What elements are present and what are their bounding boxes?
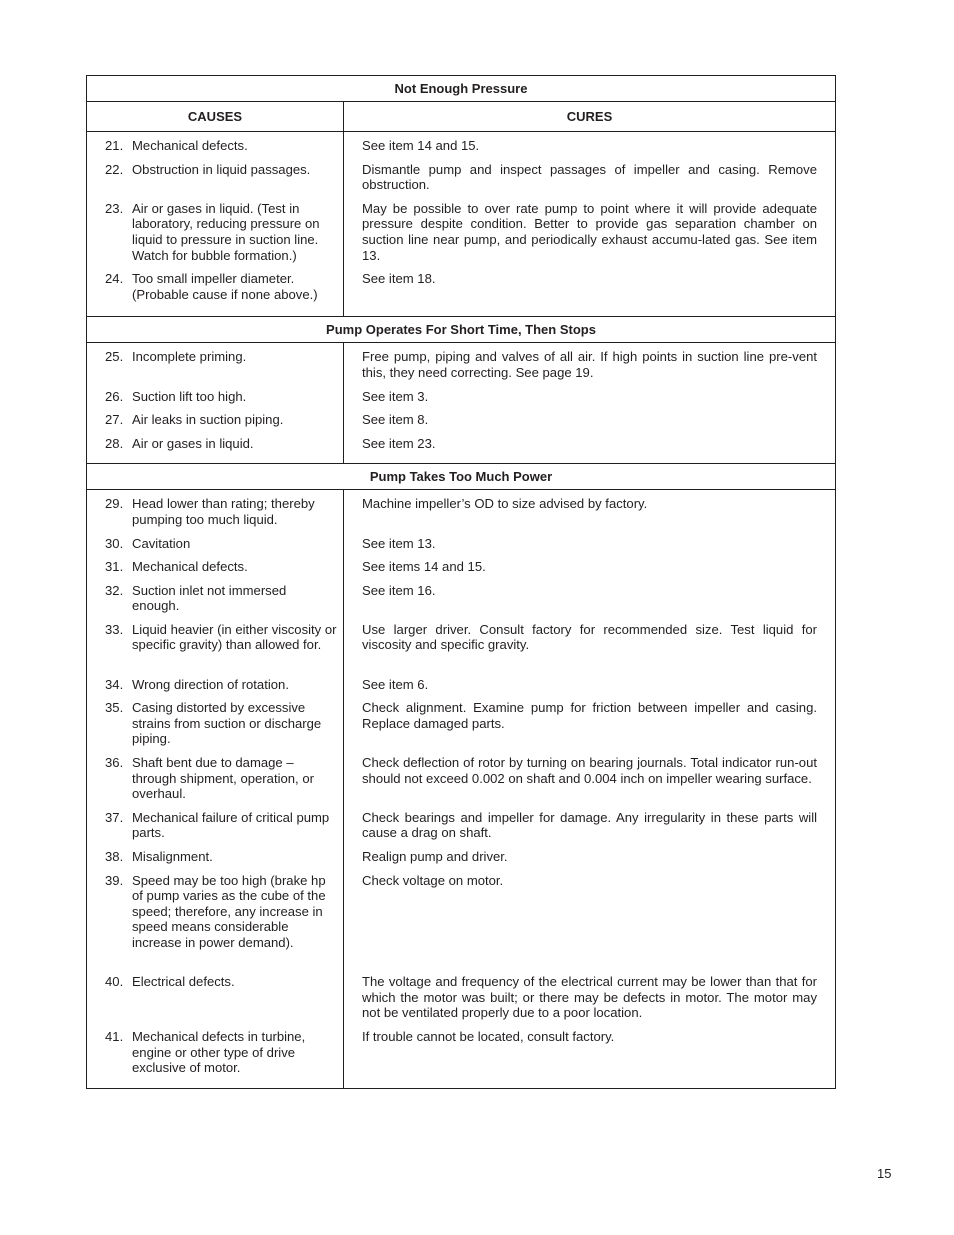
table-row [87, 490, 836, 536]
table-body [87, 76, 836, 1089]
page-number: 15 [877, 1166, 892, 1181]
cure-text: See item 3. [362, 388, 429, 404]
cure-cell [344, 132, 836, 162]
cure-text: See item 6. [362, 676, 429, 692]
cause-text: Electrical defects. [132, 974, 235, 990]
cause-cell [87, 412, 344, 436]
cause-cell [87, 436, 344, 464]
cause-cell [87, 1029, 344, 1088]
item-number: 40. [105, 974, 124, 990]
cause-text: Obstruction in liquid passages. [132, 161, 311, 177]
item-number: 26. [105, 388, 124, 404]
cure-cell [344, 583, 836, 622]
cure-text: Free pump, piping and valves of all air. If high points in suction line pre-vent this, they need correcting. See page 19. [362, 349, 818, 380]
cure-text: The voltage and frequency of the electrical current may be lower than that for which the motor was built; or there may be defects in motor. The motor may not be ventilated properly due to a poor location. [362, 974, 818, 1021]
table-row [87, 412, 836, 436]
cause-cell [87, 162, 344, 201]
cause-text: Air or gases in liquid. [132, 435, 254, 451]
table-row [87, 559, 836, 583]
cause-text: Mechanical defects. [132, 138, 248, 153]
section-header-row [87, 464, 836, 490]
item-number: 31. [105, 559, 124, 575]
cause-text: Liquid heavier (in either viscosity or specific gravity) than allowed for. [132, 621, 337, 653]
cause-cell [87, 201, 344, 271]
item-number: 23. [105, 200, 124, 216]
cause-cell [87, 490, 344, 536]
item-number: 38. [105, 849, 124, 865]
cause-text: Cavitation [132, 535, 191, 551]
table-row [87, 755, 836, 810]
cure-cell [344, 849, 836, 873]
cure-cell [344, 873, 836, 975]
cause-cell [87, 389, 344, 413]
cause-text: Air or gases in liquid. (Test in laboratory, reducing pressure on liquid to pressure in suction line. Watch for bubble formation.) [132, 200, 320, 263]
cause-cell [87, 810, 344, 849]
table-row [87, 271, 836, 317]
cause-text: Mechanical failure of critical pump parts. [132, 809, 330, 841]
item-number: 41. [105, 1029, 124, 1045]
table-row [87, 162, 836, 201]
cure-text: See items 14 and 15. [362, 559, 486, 575]
cause-text: Too small impeller diameter. (Probable cause if none above.) [132, 271, 318, 302]
cure-cell [344, 974, 836, 1029]
cure-cell [344, 677, 836, 701]
cause-cell [87, 849, 344, 873]
cause-text: Wrong direction of rotation. [132, 676, 289, 692]
cure-text: Use larger driver. Consult factory for recommended size. Test liquid for viscosity and specific gravity. [362, 621, 818, 653]
table-row [87, 810, 836, 849]
cure-text: Dismantle pump and inspect passages of impeller and casing. Remove obstruction. [362, 161, 818, 193]
cure-text: See item 16. [362, 582, 436, 598]
cure-text: See item 18. [362, 271, 436, 287]
section-title: Not Enough Pressure [87, 76, 836, 102]
cause-cell [87, 132, 344, 162]
table-row [87, 536, 836, 560]
cures-column-header: CURES [344, 102, 836, 132]
cause-text: Casing distorted by excessive strains from suction or discharge piping. [132, 700, 322, 747]
cause-cell [87, 755, 344, 810]
item-number: 32. [105, 582, 124, 598]
cure-cell [344, 559, 836, 583]
cause-cell [87, 622, 344, 677]
table-row [87, 873, 836, 975]
cause-text: Shaft bent due to damage – through shipment, operation, or overhaul. [132, 755, 314, 802]
item-number: 21. [105, 138, 124, 153]
cure-text: See item 8. [362, 412, 429, 428]
item-number: 33. [105, 621, 124, 637]
cure-text: Check bearings and impeller for damage. Any irregularity in these parts will cause a drag on shaft. [362, 809, 818, 841]
cure-cell [344, 810, 836, 849]
cure-cell [344, 436, 836, 464]
cure-text: Check alignment. Examine pump for friction between impeller and casing. Replace damaged parts. [362, 700, 818, 731]
cure-text: Realign pump and driver. [362, 849, 508, 865]
cause-cell [87, 343, 344, 389]
cause-cell [87, 974, 344, 1029]
table-row [87, 389, 836, 413]
cure-cell [344, 755, 836, 810]
cure-cell [344, 162, 836, 201]
cause-text: Incomplete priming. [132, 349, 247, 365]
cure-text: May be possible to over rate pump to point where it will provide adequate pressure despite condition. Better to provide gas separation chamber on suction line near pump, and periodically exhaust accumu-lated gas. See item 13. [362, 200, 818, 263]
item-number: 37. [105, 809, 124, 825]
item-number: 34. [105, 676, 124, 692]
troubleshooting-table [86, 75, 836, 1089]
cure-text: Check voltage on motor. [362, 872, 504, 888]
cure-cell [344, 700, 836, 755]
section-header-row [87, 317, 836, 343]
item-number: 35. [105, 700, 124, 716]
cure-text: Check deflection of rotor by turning on bearing journals. Total indicator run-out should not exceed 0.002 on shaft and 0.004 inch on impeller wearing surface. [362, 755, 818, 786]
table-row [87, 1029, 836, 1088]
table-row [87, 622, 836, 677]
table-row [87, 700, 836, 755]
cause-text: Misalignment. [132, 849, 213, 865]
cause-text: Speed may be too high (brake hp of pump varies as the cube of the speed; therefore, any increase in speed means considerable increase in power demand). [132, 872, 326, 951]
cause-cell [87, 677, 344, 701]
cure-cell [344, 271, 836, 317]
cure-cell [344, 201, 836, 271]
item-number: 25. [105, 349, 124, 365]
cause-text: Head lower than rating; thereby pumping too much liquid. [132, 496, 315, 527]
table-row [87, 583, 836, 622]
cause-text: Mechanical defects. [132, 559, 248, 575]
item-number: 36. [105, 755, 124, 771]
table-row [87, 677, 836, 701]
cause-cell [87, 271, 344, 317]
item-number: 39. [105, 872, 124, 888]
causes-column-header: CAUSES [87, 102, 344, 132]
item-number: 22. [105, 161, 124, 177]
cause-cell [87, 559, 344, 583]
cure-cell [344, 536, 836, 560]
item-number: 29. [105, 496, 124, 512]
table-row [87, 974, 836, 1029]
cure-text: If trouble cannot be located, consult factory. [362, 1029, 615, 1045]
cause-text: Mechanical defects in turbine, engine or other type of drive exclusive of motor. [132, 1029, 306, 1076]
table-row [87, 436, 836, 464]
cure-cell [344, 622, 836, 677]
cure-text: See item 13. [362, 535, 436, 551]
section-header-row [87, 76, 836, 102]
cure-text: See item 14 and 15. [362, 138, 480, 153]
cause-text: Suction lift too high. [132, 388, 247, 404]
item-number: 28. [105, 435, 124, 451]
table-row [87, 132, 836, 162]
item-number: 30. [105, 535, 124, 551]
section-title: Pump Takes Too Much Power [87, 464, 836, 490]
item-number: 27. [105, 412, 124, 428]
cause-cell [87, 700, 344, 755]
cure-cell [344, 490, 836, 536]
cause-cell [87, 583, 344, 622]
cure-cell [344, 412, 836, 436]
cause-cell [87, 536, 344, 560]
section-title: Pump Operates For Short Time, Then Stops [87, 317, 836, 343]
table-row [87, 343, 836, 389]
table-row [87, 201, 836, 271]
cure-cell [344, 389, 836, 413]
item-number: 24. [105, 271, 124, 287]
cause-cell [87, 873, 344, 975]
cure-cell [344, 343, 836, 389]
cause-text: Suction inlet not immersed enough. [132, 582, 287, 614]
cure-text: See item 23. [362, 435, 436, 451]
cure-text: Machine impeller’s OD to size advised by factory. [362, 496, 648, 512]
table-row [87, 849, 836, 873]
column-header-row [87, 102, 836, 132]
cause-text: Air leaks in suction piping. [132, 412, 284, 428]
cure-cell [344, 1029, 836, 1088]
